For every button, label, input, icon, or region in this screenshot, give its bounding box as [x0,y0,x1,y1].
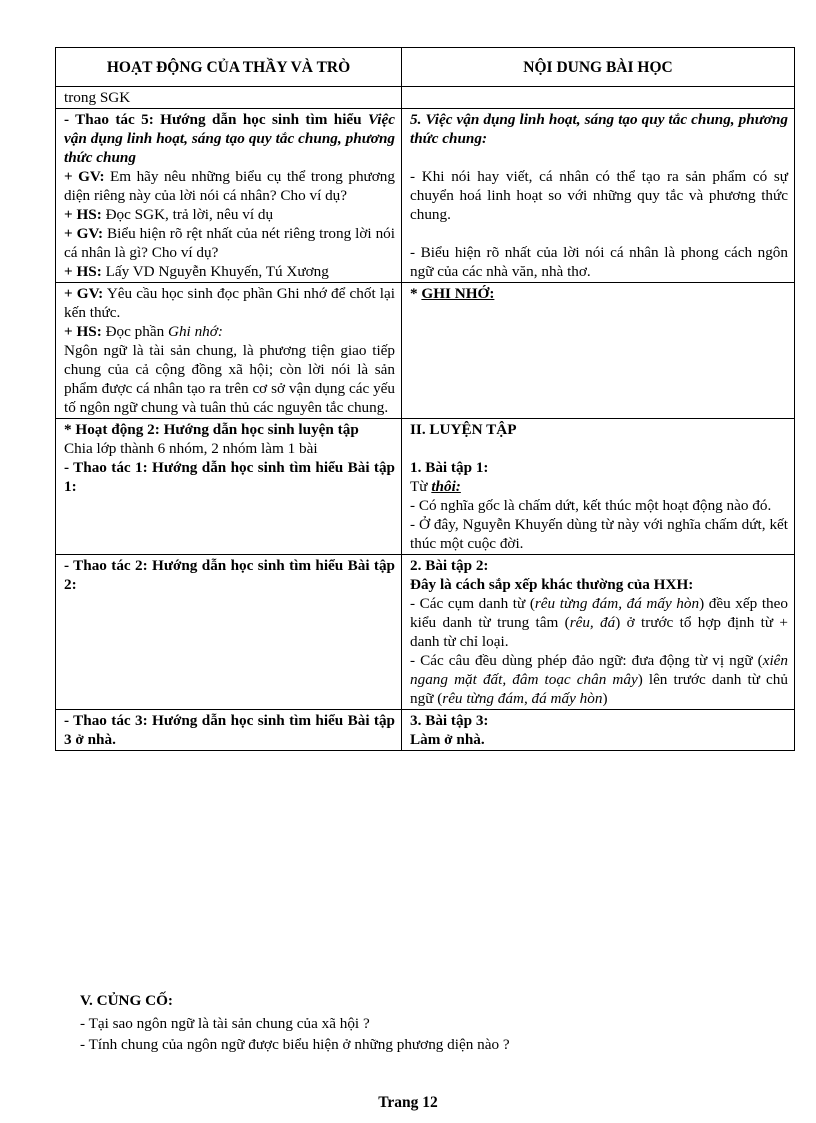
table-row [56,283,795,419]
italic-example: rêu, đá [569,614,616,631]
summary-question: - Tại sao ngôn ngữ là tài sản chung của xã hội ? [80,1015,370,1032]
hs-text: Đọc SGK, trả lời, nêu ví dụ [101,206,274,223]
italic-example: xiên ngang mặt đất, đâm toạc chân mây [410,652,788,688]
summary-title: V. CỦNG CỐ: [80,992,173,1009]
hs-label: + HS: [64,263,102,280]
text-run: - Các cụm danh từ ( [410,595,535,612]
table-row [56,555,795,710]
gv-text: Yêu cầu học sinh đọc phần Ghi nhớ để chốt lại kến thức. [64,285,395,321]
star-marker: * [410,285,422,302]
lesson-table [55,47,795,751]
cell-left [56,283,402,419]
exercise-title: 3. Bài tập 3: [410,712,489,729]
hs-italic: Ghi nhớ: [168,323,223,340]
task-title: - Thao tác 1: Hướng dẫn học sinh tìm hiểu Bài tập 1: [64,459,395,495]
cell-left: trong SGK [56,87,402,109]
cell-right [402,109,795,283]
text-run: ) đều xếp theo kiểu danh từ trung tâm ( [410,595,788,631]
exercise-text: Làm ở nhà. [410,731,485,748]
hs-text: Lấy VD Nguyễn Khuyến, Tú Xương [101,263,329,280]
cell-right [402,555,795,710]
cell-left [56,710,402,751]
cell-right [402,419,795,555]
header-content: NỘI DUNG BÀI HỌC [402,48,795,87]
summary-question: - Tính chung của ngôn ngữ được biểu hiện ở những phương diện nào ? [80,1036,510,1053]
task-title: - Thao tác 2: Hướng dẫn học sinh tìm hiểu Bài tập 2: [64,557,395,593]
section-title: II. LUYỆN TẬP [410,421,517,438]
word-prefix: Từ [410,478,432,495]
gv-text: Em hãy nêu những biểu cụ thể trong phương diện riêng này của lời nói cá nhân? Cho ví dụ? [64,168,395,204]
memo-title: GHI NHỚ: [421,285,495,302]
group-note: Chia lớp thành 6 nhóm, 2 nhóm làm 1 bài [64,440,318,457]
task-title: - Thao tác 5: Hướng dẫn học sinh tìm hiểu [64,111,368,128]
content-paragraph: - Biểu hiện rõ nhất của lời nói cá nhân là phong cách ngôn ngữ của các nhà văn, nhà thơ. [410,244,788,280]
content-paragraph: - Ở đây, Nguyễn Khuyến dùng từ này với nghĩa chấm dứt, kết thúc một cuộc đời. [410,516,788,552]
table-row [56,109,795,283]
text-run: ) [602,690,608,707]
content-paragraph: - Khi nói hay viết, cá nhân có thể tạo ra sản phẩm có sự chuyển hoá linh hoạt so với những quy tắc và phương thức chung. [410,168,788,223]
activity-title: * Hoạt động 2: Hướng dẫn học sinh luyện tập [64,421,359,438]
gv-text: Biểu hiện rõ rệt nhất của nét riêng trong lời nói cá nhân là gì? Cho ví dụ? [64,225,395,261]
table-header-row [56,48,795,87]
italic-example: rêu từng đám, đá mấy hòn [442,690,603,707]
task-title: - Thao tác 3: Hướng dẫn học sinh tìm hiểu Bài tập 3 ở nhà. [64,712,395,748]
cell-left [56,419,402,555]
exercise-intro: Đây là cách sắp xếp khác thường của HXH: [410,576,694,593]
text-run: ) lên trước danh từ chủ ngữ ( [410,671,788,707]
hs-label: + HS: [64,206,102,223]
text-run: - Các câu đều dùng phép đảo ngữ: đưa động từ vị ngữ ( [410,652,763,669]
exercise-title: 1. Bài tập 1: [410,459,489,476]
content-paragraph: - Có nghĩa gốc là chấm dứt, kết thúc một hoạt động nào đó. [410,497,772,514]
header-activities: HOẠT ĐỘNG CỦA THẦY VÀ TRÒ [56,48,402,87]
table-row [56,710,795,751]
summary-section [80,990,510,1055]
hs-label: + HS: [64,323,102,340]
cell-right [402,283,795,419]
cell-right [402,87,795,109]
exercise-title: 2. Bài tập 2: [410,557,489,574]
gv-label: + GV: [64,285,104,302]
table-row [56,419,795,555]
section-title: 5. Việc vận dụng linh hoạt, sáng tạo quy tắc chung, phương thức chung: [410,111,788,147]
page-number: Trang 12 [378,1094,438,1111]
cell-left [56,109,402,283]
key-word: thôi: [431,478,461,495]
gv-label: + GV: [64,168,105,185]
memo-text: Ngôn ngữ là tài sản chung, là phương tiện giao tiếp chung của cả cộng đồng xã hội; còn lời nói là sản phẩm được cá nhân tạo ra trên cơ sở vận dụng các yếu tố ngôn ngữ chung và tuân thủ các nguyên tắc chung. [64,342,395,416]
cell-left [56,555,402,710]
document-page [55,47,795,751]
task-topic: Việc vận dụng linh hoạt, sáng tạo quy tắc chung, phương thức chung [64,111,395,166]
hs-text: Đọc phần [101,323,168,340]
text-run: ) ở trước tổ hợp định từ + danh từ chỉ loại. [410,614,788,650]
cell-right [402,710,795,751]
italic-example: rêu từng đám, đá mấy hòn [534,595,700,612]
table-row [56,87,795,109]
gv-label: + GV: [64,225,104,242]
